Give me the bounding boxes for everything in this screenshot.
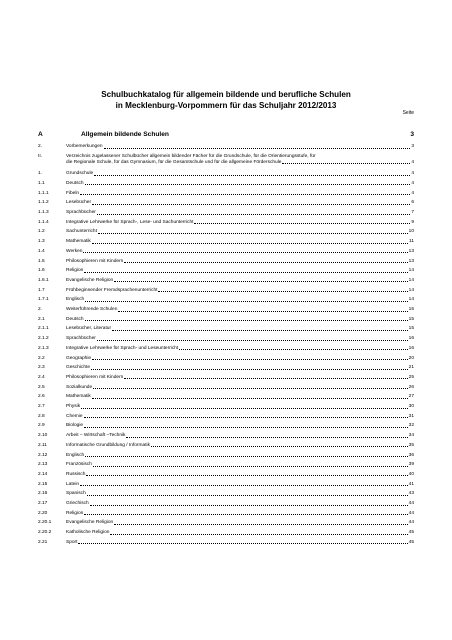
toc-row bbox=[38, 259, 414, 267]
toc-page: 39 bbox=[408, 462, 414, 468]
toc-page: 27 bbox=[408, 394, 414, 400]
toc-page: 41 bbox=[408, 481, 414, 487]
toc-number: 1.1.3 bbox=[38, 210, 49, 215]
dot-leader bbox=[179, 346, 407, 351]
toc-row bbox=[38, 249, 414, 257]
dot-leader bbox=[91, 365, 408, 370]
toc-label: Sozialkunde bbox=[66, 384, 93, 390]
toc-number: 2.17 bbox=[38, 501, 48, 506]
toc-label-line-2: die Regionale Schule, für das Gymnasium, für die Gesamtschule und für die allgemeine Förderschule bbox=[66, 159, 282, 165]
toc-label: Englisch bbox=[66, 452, 85, 458]
toc-number: 1.5 bbox=[38, 258, 45, 264]
dot-leader bbox=[80, 191, 410, 196]
toc-page: 4 bbox=[411, 190, 414, 196]
dot-leader bbox=[97, 336, 408, 341]
toc-page: 30 bbox=[408, 404, 414, 409]
dot-leader bbox=[112, 326, 408, 331]
toc-row bbox=[38, 482, 414, 490]
toc-page: 6 bbox=[411, 200, 414, 206]
toc-number: 1.7 bbox=[38, 287, 45, 293]
toc-entry bbox=[66, 154, 414, 166]
toc-row bbox=[38, 171, 414, 179]
toc-row bbox=[38, 239, 414, 247]
toc-number: 2.11 bbox=[38, 442, 47, 448]
toc-number: 2.1.2 bbox=[38, 336, 49, 342]
toc-entry bbox=[66, 375, 414, 381]
toc-entry bbox=[66, 443, 414, 449]
toc-entry bbox=[66, 181, 414, 187]
toc-row bbox=[38, 540, 414, 548]
toc-row bbox=[38, 229, 414, 237]
dot-leader bbox=[92, 394, 408, 399]
toc-label: Sport bbox=[66, 539, 78, 545]
toc-page: 16 bbox=[408, 345, 414, 351]
toc-page: 13 bbox=[408, 248, 414, 254]
toc-page: 14 bbox=[408, 277, 414, 283]
toc-page: 4 bbox=[411, 171, 414, 177]
toc-number: 1.1.1 bbox=[38, 190, 49, 196]
toc-row bbox=[38, 491, 414, 499]
toc-label: Lesebücher bbox=[66, 200, 92, 206]
toc-row bbox=[38, 268, 414, 276]
toc-row bbox=[38, 144, 414, 152]
toc-row bbox=[38, 404, 414, 412]
dot-leader bbox=[85, 181, 411, 186]
toc-number: 1. bbox=[38, 171, 43, 177]
toc-entry bbox=[66, 414, 414, 420]
toc-number: 2.7 bbox=[38, 404, 45, 409]
toc-label: Russisch bbox=[66, 471, 86, 477]
dot-leader bbox=[85, 297, 408, 302]
toc-label: Biologie bbox=[66, 423, 84, 429]
toc-label: Mathematik bbox=[66, 239, 91, 245]
toc-row bbox=[38, 346, 414, 354]
toc-label-line-1: Verzeichnis zugelassener Schulbücher allgemein bildender Fächer für die Grundschule, für die Orientierungsstufe, für bbox=[66, 153, 316, 159]
toc-entry bbox=[66, 229, 414, 235]
toc-page: 4 bbox=[411, 159, 414, 165]
toc-number: 2.1.3 bbox=[38, 345, 49, 351]
dot-leader bbox=[84, 511, 407, 516]
toc-entry bbox=[66, 472, 414, 478]
toc-row bbox=[38, 210, 414, 218]
toc-number: II. bbox=[38, 153, 42, 159]
toc-number: 1.4 bbox=[38, 248, 45, 254]
toc-entry bbox=[66, 530, 414, 536]
toc-entry bbox=[66, 268, 414, 274]
dot-leader bbox=[84, 414, 408, 419]
toc-label: Deutsch bbox=[66, 316, 84, 322]
toc-label: Fibeln bbox=[66, 190, 80, 196]
toc-entry bbox=[66, 385, 414, 391]
dot-leader bbox=[126, 433, 407, 438]
toc-number: 2.13 bbox=[38, 462, 48, 468]
toc-row bbox=[38, 181, 414, 189]
toc-page: 43 bbox=[408, 491, 414, 497]
toc-row bbox=[38, 423, 414, 431]
toc-page: 32 bbox=[408, 423, 414, 429]
toc-page: 34 bbox=[408, 433, 414, 439]
toc-label: Geschichte bbox=[66, 365, 90, 371]
dot-leader bbox=[124, 375, 407, 380]
toc-row bbox=[38, 385, 414, 393]
toc-page: 11 bbox=[409, 239, 414, 245]
toc-entry bbox=[66, 220, 414, 226]
toc-label: Werken bbox=[66, 248, 83, 254]
toc-number: 2.8 bbox=[38, 413, 45, 419]
toc-row bbox=[38, 278, 414, 286]
toc-entry bbox=[66, 336, 414, 342]
toc-label: Philosophieren mit Kindern bbox=[66, 374, 124, 380]
toc-entry bbox=[66, 259, 414, 265]
dot-leader bbox=[80, 482, 408, 487]
dot-leader bbox=[110, 530, 407, 535]
toc-label: Mathematik bbox=[66, 394, 91, 400]
toc-page: 9 bbox=[411, 219, 414, 225]
toc-row bbox=[38, 462, 414, 470]
toc-page: 45 bbox=[408, 539, 414, 545]
toc-page: 3 bbox=[411, 144, 414, 149]
toc-row bbox=[38, 288, 414, 296]
dot-leader bbox=[98, 229, 408, 234]
toc-number: 2.20.2 bbox=[38, 530, 52, 536]
toc-number: 1.1.4 bbox=[38, 219, 49, 225]
toc-page: 31 bbox=[408, 413, 414, 419]
toc-label: Deutsch bbox=[66, 180, 84, 186]
toc-label: Grundschule bbox=[66, 171, 94, 177]
toc-page: 20 bbox=[408, 355, 414, 361]
toc-number: 2.10 bbox=[38, 433, 48, 439]
dot-leader bbox=[94, 171, 410, 176]
toc-number: 2.16 bbox=[38, 491, 48, 497]
toc-number: 2.15 bbox=[38, 481, 48, 487]
toc-number: 1.3 bbox=[38, 239, 45, 245]
toc-entry bbox=[66, 520, 414, 526]
toc-entry bbox=[66, 501, 414, 507]
toc-row bbox=[38, 530, 414, 538]
toc-row bbox=[38, 326, 414, 334]
toc-number: 2.5 bbox=[38, 384, 45, 390]
dot-leader bbox=[282, 160, 410, 165]
toc-page: 4 bbox=[411, 180, 414, 186]
toc-number: 2.3 bbox=[38, 365, 45, 371]
dot-leader bbox=[84, 268, 407, 273]
toc-page: 45 bbox=[408, 530, 414, 536]
toc-entry bbox=[66, 317, 414, 323]
toc-label: Katholische Religion bbox=[66, 530, 110, 536]
toc-row bbox=[38, 200, 414, 208]
toc-label: Latein bbox=[66, 481, 80, 487]
toc-page: 25 bbox=[408, 374, 414, 380]
toc-number: 2.4 bbox=[38, 374, 45, 380]
document-title bbox=[40, 89, 412, 111]
toc-number: 2.2 bbox=[38, 355, 45, 361]
toc-entry bbox=[66, 462, 414, 468]
dot-leader bbox=[85, 317, 408, 322]
toc-label: Physik bbox=[66, 404, 81, 409]
toc-entry bbox=[66, 326, 414, 332]
toc-row bbox=[38, 394, 414, 402]
toc-page: 21 bbox=[408, 365, 414, 371]
toc-page: 16 bbox=[408, 336, 414, 342]
toc-number: 1.6.1 bbox=[38, 277, 49, 283]
toc-row bbox=[38, 520, 414, 528]
toc-number: 1.7.1 bbox=[38, 297, 49, 303]
toc-number: 1.6 bbox=[38, 268, 45, 274]
toc-entry bbox=[66, 210, 414, 216]
toc-row bbox=[38, 220, 414, 228]
toc-row bbox=[38, 154, 414, 168]
toc-row bbox=[38, 414, 414, 422]
toc-label: Religion bbox=[66, 510, 84, 516]
toc-number: 2.9 bbox=[38, 423, 45, 429]
toc-label: Spanisch bbox=[66, 491, 86, 497]
toc-row bbox=[38, 453, 414, 461]
toc-page: 36 bbox=[408, 452, 414, 458]
toc-label: Lesebücher, Literatur bbox=[66, 326, 112, 332]
toc-number: 2.14 bbox=[38, 471, 48, 477]
dot-leader bbox=[93, 385, 408, 390]
dot-leader bbox=[114, 278, 407, 283]
toc-label: Griechisch bbox=[66, 501, 89, 506]
toc-label: Evangelische Religion bbox=[66, 277, 114, 283]
toc-row bbox=[38, 307, 414, 315]
toc-row bbox=[38, 443, 414, 451]
toc-page: 26 bbox=[408, 384, 414, 390]
toc-row bbox=[38, 317, 414, 325]
dot-leader bbox=[158, 288, 407, 293]
dot-leader bbox=[87, 491, 408, 496]
toc-label: Weiterführende Schulen bbox=[66, 307, 118, 312]
toc-entry bbox=[66, 540, 414, 546]
toc-number: 2.21 bbox=[38, 539, 48, 545]
dot-leader bbox=[81, 404, 408, 409]
toc-entry bbox=[66, 200, 414, 206]
toc-entry bbox=[66, 356, 414, 362]
title-line-2: in Mecklenburg-Vorpommern für das Schuljahr 2012/2013 bbox=[115, 101, 337, 110]
toc-label: Chemie bbox=[66, 413, 83, 419]
toc-number: 2.1 bbox=[38, 316, 45, 322]
toc-label: Englisch bbox=[66, 297, 85, 303]
dot-leader bbox=[78, 540, 407, 545]
dot-leader bbox=[90, 501, 408, 506]
toc-row bbox=[38, 356, 414, 364]
toc-entry bbox=[66, 394, 414, 400]
toc-label: Geographie bbox=[66, 355, 92, 361]
dot-leader bbox=[104, 144, 411, 149]
toc-entry bbox=[66, 491, 414, 497]
toc-row bbox=[38, 365, 414, 373]
toc-label: Integrative Lehrwerke für Sprach- und Leseunterricht bbox=[66, 345, 179, 351]
toc-row bbox=[38, 191, 414, 199]
toc-number: 2.6 bbox=[38, 394, 45, 400]
toc-entry bbox=[66, 297, 414, 303]
toc-page: 40 bbox=[408, 471, 414, 477]
dot-leader bbox=[194, 220, 410, 225]
toc-label: Frühbeginnender Fremdsprachenunterricht bbox=[66, 287, 158, 293]
toc-number: 1.1.2 bbox=[38, 200, 49, 206]
toc-number: 2.20 bbox=[38, 510, 48, 516]
toc-entry bbox=[66, 346, 414, 352]
toc-label: Philosophieren mit Kindern bbox=[66, 258, 124, 264]
toc-entry bbox=[66, 365, 414, 371]
toc-number: 2.1.1 bbox=[38, 326, 49, 332]
toc-label: Französisch bbox=[66, 462, 92, 468]
section-page: 3 bbox=[410, 131, 414, 138]
dot-leader bbox=[118, 307, 407, 312]
toc-entry bbox=[66, 171, 414, 177]
toc-row bbox=[38, 297, 414, 305]
toc-page: 14 bbox=[408, 287, 414, 293]
toc-entry bbox=[66, 482, 414, 488]
toc-page: 15 bbox=[408, 326, 414, 332]
dot-leader bbox=[93, 462, 408, 467]
dot-leader bbox=[84, 423, 408, 428]
toc-number: 1.1 bbox=[38, 180, 45, 186]
toc-row bbox=[38, 511, 414, 519]
toc-entry bbox=[66, 239, 414, 245]
toc-label-line-2-row bbox=[66, 160, 414, 166]
toc-page: 44 bbox=[408, 510, 414, 516]
toc-entry bbox=[66, 423, 414, 429]
toc-label: Sprachbücher bbox=[66, 210, 96, 215]
toc-entry bbox=[66, 511, 414, 517]
toc-label: Religion bbox=[66, 268, 84, 274]
toc-label: Sprachbücher bbox=[66, 336, 96, 342]
dot-leader bbox=[114, 520, 407, 525]
toc-page: 10 bbox=[408, 229, 414, 235]
toc-number: 2. bbox=[38, 144, 43, 149]
toc-page: 44 bbox=[408, 520, 414, 526]
toc-number: 2.12 bbox=[38, 452, 48, 458]
dot-leader bbox=[92, 356, 408, 361]
toc-entry bbox=[66, 288, 414, 294]
toc-page: 44 bbox=[408, 501, 414, 506]
dot-leader bbox=[86, 472, 407, 477]
toc-page: 15 bbox=[408, 316, 414, 322]
dot-leader bbox=[92, 239, 408, 244]
toc-page: 35 bbox=[408, 442, 414, 448]
toc-page: 15 bbox=[408, 307, 414, 312]
toc-entry bbox=[66, 433, 414, 439]
title-line-1: Schulbuchkatalog für allgemein bildende und berufliche Schulen bbox=[101, 90, 351, 99]
section-heading bbox=[38, 131, 414, 141]
toc-row bbox=[38, 501, 414, 509]
toc-label: Sachunterricht bbox=[66, 229, 97, 235]
toc-entry bbox=[66, 278, 414, 284]
toc-label: Evangelische Religion bbox=[66, 520, 114, 526]
toc-label: Vorbemerkungen bbox=[66, 144, 103, 149]
toc-label: Informatische Grundbildung / Informatik bbox=[66, 442, 150, 448]
toc-page: 14 bbox=[408, 297, 414, 303]
dot-leader bbox=[85, 453, 408, 458]
toc-entry bbox=[66, 404, 414, 410]
dot-leader bbox=[151, 443, 408, 448]
toc-page: 7 bbox=[411, 210, 414, 215]
toc-page: 14 bbox=[408, 268, 414, 274]
toc-entry bbox=[66, 307, 414, 313]
toc-number: 2. bbox=[38, 307, 43, 312]
toc-row bbox=[38, 433, 414, 441]
toc-entry bbox=[66, 249, 414, 255]
section-letter: A bbox=[38, 131, 43, 138]
dot-leader bbox=[92, 200, 410, 205]
toc-entry bbox=[66, 144, 414, 150]
toc-label: Arbeit – Wirtschaft –Technik bbox=[66, 433, 126, 439]
seite-label: Seite bbox=[402, 110, 414, 116]
toc-page: 13 bbox=[408, 258, 414, 264]
section-title: Allgemein bildende Schulen bbox=[81, 131, 169, 138]
toc-number: 2.20.1 bbox=[38, 520, 52, 526]
dot-leader bbox=[124, 259, 407, 264]
toc-label: Integrative Lehrwerke für Sprach-, Lese- und Sachunterricht bbox=[66, 219, 194, 225]
toc-entry bbox=[66, 453, 414, 459]
toc-row bbox=[38, 472, 414, 480]
toc-row bbox=[38, 375, 414, 383]
toc-number: 1.2 bbox=[38, 229, 45, 235]
toc-row bbox=[38, 336, 414, 344]
dot-leader bbox=[83, 249, 407, 254]
dot-leader bbox=[97, 210, 410, 215]
toc-entry bbox=[66, 191, 414, 197]
